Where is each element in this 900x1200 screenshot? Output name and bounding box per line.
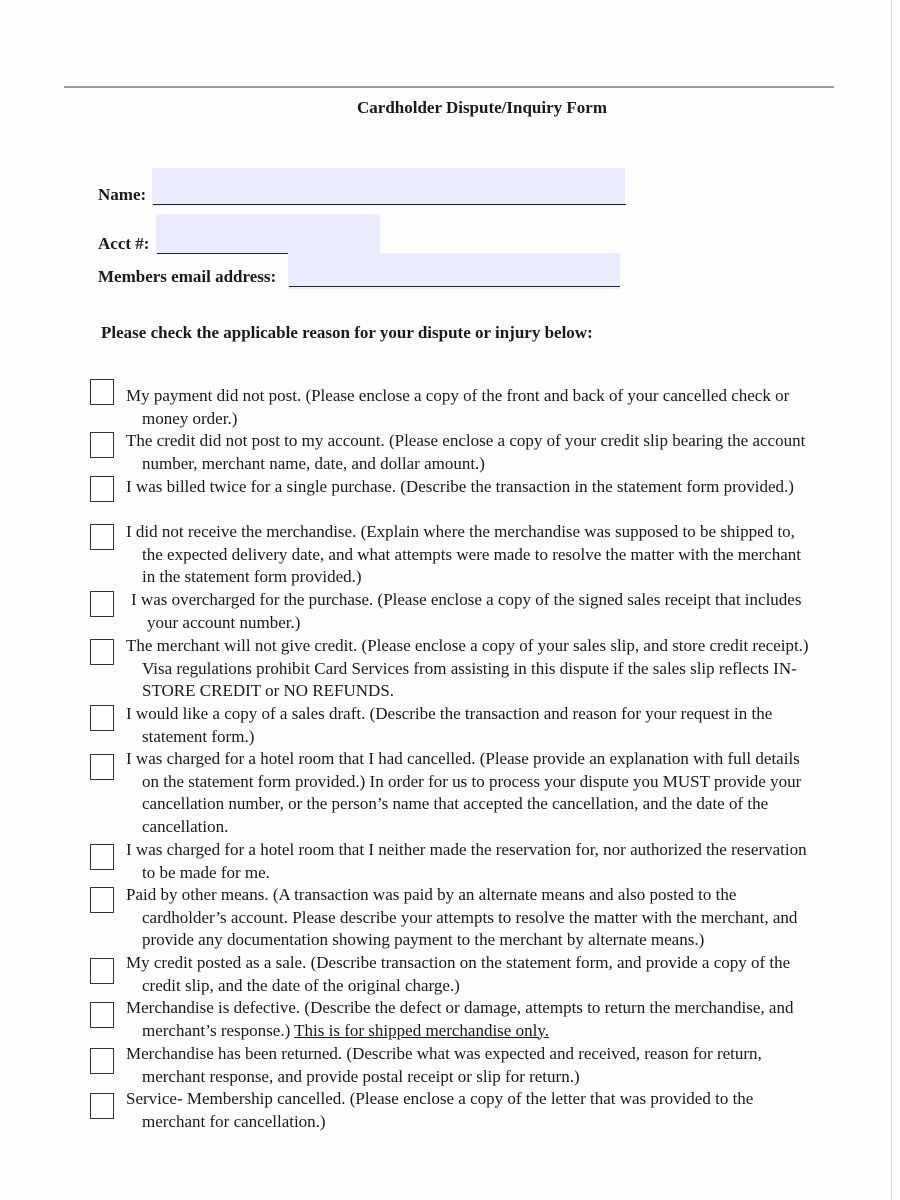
reason-checkbox[interactable] xyxy=(90,379,114,405)
name-input[interactable] xyxy=(153,184,626,205)
name-label: Name: xyxy=(98,185,147,204)
instructions-heading: Please check the applicable reason for your dispute or injury below: xyxy=(101,323,593,342)
acct-label: Acct #: xyxy=(98,234,150,253)
reason-text: Merchandise has been returned. (Describe what was expected and received, reason for return, merchant response, and provide postal receipt or slip for return.) xyxy=(126,1044,762,1086)
reason-checkbox[interactable] xyxy=(90,476,114,502)
reason-checkbox[interactable] xyxy=(90,1093,114,1119)
reason-checkbox[interactable] xyxy=(90,958,114,984)
reason-checkbox[interactable] xyxy=(90,844,114,870)
top-divider xyxy=(64,86,834,88)
reason-text: I would like a copy of a sales draft. (Describe the transaction and reason for your request in the statement form.) xyxy=(126,704,773,746)
form-title: Cardholder Dispute/Inquiry Form xyxy=(357,98,607,117)
reason-text xyxy=(126,997,816,1042)
reason-text-main: Merchandise is defective. (Describe the defect or damage, attempts to return the merchandise, and merchant’s response.) xyxy=(126,998,794,1040)
page-edge xyxy=(891,0,892,1200)
reason-text: Service- Membership cancelled. (Please enclose a copy of the letter that was provided to the merchant for cancellation.) xyxy=(126,1089,754,1131)
reason-text: The credit did not post to my account. (Please enclose a copy of your credit slip bearing the account number, merchant name, date, and dollar amount.) xyxy=(126,431,806,473)
reason-checkbox[interactable] xyxy=(90,591,114,617)
reason-checkbox[interactable] xyxy=(90,887,114,913)
reason-text: I was charged for a hotel room that I neither made the reservation for, nor authorized the reservation to be made for me. xyxy=(126,840,807,882)
acct-input[interactable] xyxy=(157,233,380,254)
email-label: Members email address: xyxy=(98,267,277,286)
reason-checkbox[interactable] xyxy=(90,524,114,550)
reason-text: My payment did not post. (Please enclose a copy of the front and back of your cancelled check or money order.) xyxy=(126,386,790,428)
reason-checkbox[interactable] xyxy=(90,705,114,731)
reason-text: My credit posted as a sale. (Describe transaction on the statement form, and provide a copy of the credit slip, and the date of the original charge.) xyxy=(126,953,791,995)
reason-checkbox[interactable] xyxy=(90,1048,114,1074)
reason-text: Paid by other means. (A transaction was paid by an alternate means and also posted to the cardholder’s account. Please describe your attempts to resolve the matter with the merchant, and provide any documentation showing payment to the merchant by alternate means.) xyxy=(126,885,798,950)
reason-text: I was charged for a hotel room that I had cancelled. (Please provide an explanation with full details on the statement form provided.) In order for us to process your dispute you MUST provide your cancellation number, or the person’s name that accepted the cancellation, and the date of the cancellation. xyxy=(126,749,802,836)
reason-checkbox[interactable] xyxy=(90,1002,114,1028)
reason-text: I was billed twice for a single purchase. (Describe the transaction in the statement form provided.) xyxy=(126,477,794,496)
reason-note-underlined: This is for shipped merchandise only. xyxy=(294,1020,549,1040)
email-input[interactable] xyxy=(289,266,620,287)
reason-checkbox[interactable] xyxy=(90,639,114,665)
reason-checkbox[interactable] xyxy=(90,754,114,780)
reason-text: I did not receive the merchandise. (Explain where the merchandise was supposed to be shipped to, the expected delivery date, and what attempts were made to resolve the matter with the merchant in the statement form provided.) xyxy=(126,522,801,587)
reason-checkbox[interactable] xyxy=(90,432,114,458)
reason-text: The merchant will not give credit. (Please enclose a copy of your sales slip, and store credit receipt.) Visa regulations prohibit Card Services from assisting in this dispute if the sales slip reflects IN-STORE CREDIT or NO REFUNDS. xyxy=(126,636,809,701)
reason-text: I was overcharged for the purchase. (Please enclose a copy of the signed sales receipt that includes your account number.) xyxy=(131,590,802,632)
